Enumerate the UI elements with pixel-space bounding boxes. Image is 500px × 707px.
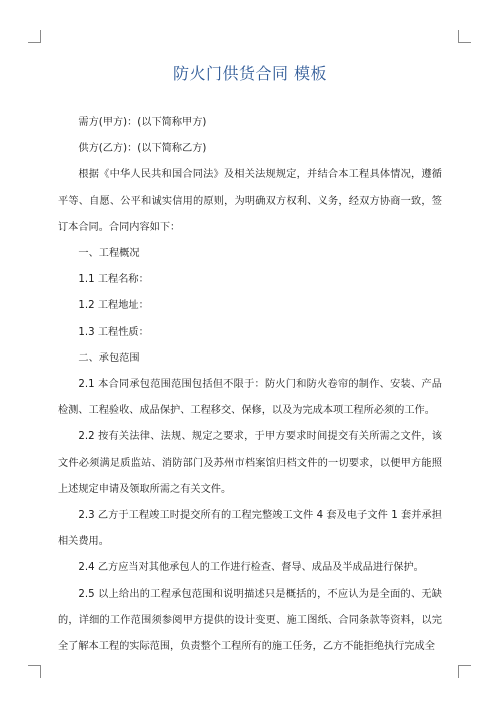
- clause-1-3: 1.3 工程性质：: [78, 326, 149, 338]
- clause-1-2: 1.2 工程地址：: [78, 300, 149, 312]
- clause-2-3: 2.3 乙方于工程竣工时提交所有的工程完整竣工文件 4 套及电子文件 1 套并承担相关费用。: [58, 510, 442, 548]
- page-corner-mark-top-right: [458, 30, 471, 43]
- clause-2-1: 2.1 本合同承包范围范围包括但不限于：防火门和防火卷帘的制作、安装、产品检测、工程验收、成品保护、工程移交、保修，以及为完成本项工程所必须的工作。: [58, 379, 442, 417]
- party-a-line: 需方(甲方)：(以下简称甲方): [78, 117, 207, 128]
- document-title: 防火门供货合同 模板: [172, 64, 328, 83]
- preamble-paragraph: 根据《中华人民共和国合同法》及相关法规规定，并结合本工程具体情况，遵循平等、自愿、公平和诚实信用的原则，为明确双方权利、义务，经双方协商一致，签订本合同。合同内容如下：: [58, 169, 442, 233]
- document-body: [58, 110, 442, 660]
- clause-2-4: 2.4 乙方应当对其他承包人的工作进行检查、督导、成品及半成品进行保护。: [78, 562, 424, 574]
- page-corner-mark-bottom-left: [28, 665, 41, 678]
- page-corner-mark-top-left: [28, 30, 41, 43]
- clause-1-1: 1.1 工程名称：: [78, 274, 149, 286]
- party-b-line: 供方(乙方)：(以下简称乙方): [78, 143, 207, 155]
- clause-2-5: 2.5 以上给出的工程承包范围和说明描述只是概括的，不应认为是全面的、无缺的，详细的工作范围须参阅甲方提供的设计变更、施工图纸、合同条款等资料，以完全了解本工程的实际范围，负责整个工程所有的施工任务，乙方不能拒绝执行完成全: [58, 588, 442, 653]
- section-heading-project-overview: 一、工程概况: [78, 248, 140, 260]
- section-heading-contract-scope: 二、承包范围: [78, 352, 140, 364]
- page-corner-mark-bottom-right: [458, 665, 471, 678]
- clause-2-2: 2.2 按有关法律、法规、规定之要求，于甲方要求时间提交有关所需之文件，该文件必须满足质监站、消防部门及苏州市档案馆归档文件的一切要求，以便甲方能照上述规定申请及领取所需之有关文件。: [58, 431, 442, 495]
